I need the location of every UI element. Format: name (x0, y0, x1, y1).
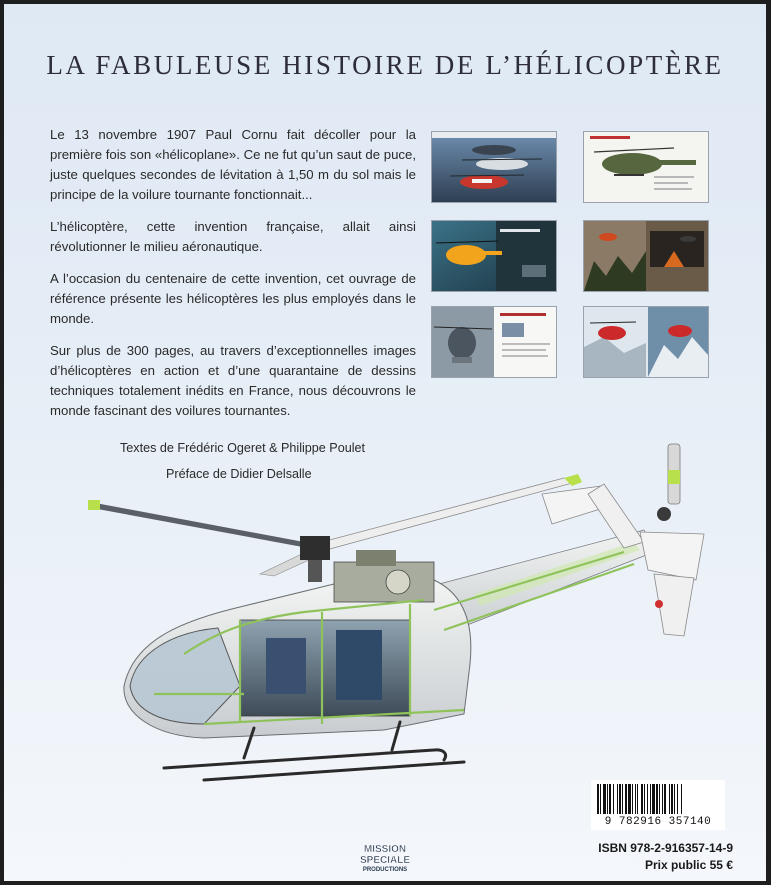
publisher-logo (346, 841, 424, 873)
book-title: LA FABULEUSE HISTOIRE DE L’HÉLICOPTÈRE (46, 50, 724, 80)
blurb-paragraph: Le 13 novembre 1907 Paul Cornu fait décoller pour la première fois son «hélicoplane». Ce ne fut qu’un saut de puce, juste quelques secondes de lévitation à 1,50 m du sol mais le principe de la voilure tournante fonctionnait... (50, 127, 416, 202)
barcode (591, 780, 725, 830)
blurb-paragraph: L’hélicoptère, cette invention française, allait ainsi révolutionner le milieu aéronautique. (50, 219, 416, 254)
blurb-paragraph: A l’occasion du centenaire de cette invention, cet ouvrage de référence présente les hélicoptères les plus employés dans le monde. (50, 271, 416, 326)
interior-page-thumbnail-cutaway (584, 132, 708, 202)
publisher-logo-line1: MISSION (363, 844, 407, 855)
interior-page-thumbnail-mountain-rescue (584, 307, 708, 377)
price-label: Prix public 55 € (644, 858, 733, 872)
barcode-number: 9 782916 357140 (604, 816, 712, 828)
book-back-cover (4, 4, 766, 881)
blurb-paragraph: Sur plus de 300 pages, au travers d’exceptionnelles images d’hélicoptères en action et d’une quarantaine de dessins techniques totalement inédits en France, nous découvrons le monde fascinant des voilures tournantes. (50, 343, 416, 418)
interior-page-thumbnail-formation (432, 132, 556, 202)
authors-credit: Textes de Frédéric Ogeret & Philippe Poulet (120, 441, 366, 455)
interior-page-thumbnail-orange-helicopter (432, 221, 556, 291)
helicopter-cutaway-illustration (4, 424, 766, 824)
isbn-number: ISBN 978-2-916357-14-9 (598, 841, 733, 855)
publisher-logo-line2: SPECIALE (359, 855, 411, 866)
barcode-bars (595, 784, 721, 816)
interior-page-thumbnail-firefighting (584, 221, 708, 291)
publisher-logo-line3: PRODUCTIONS (362, 867, 408, 873)
blurb-text (50, 125, 416, 433)
interior-page-thumbnail-hovering (432, 307, 556, 377)
preface-credit: Préface de Didier Delsalle (166, 467, 312, 481)
